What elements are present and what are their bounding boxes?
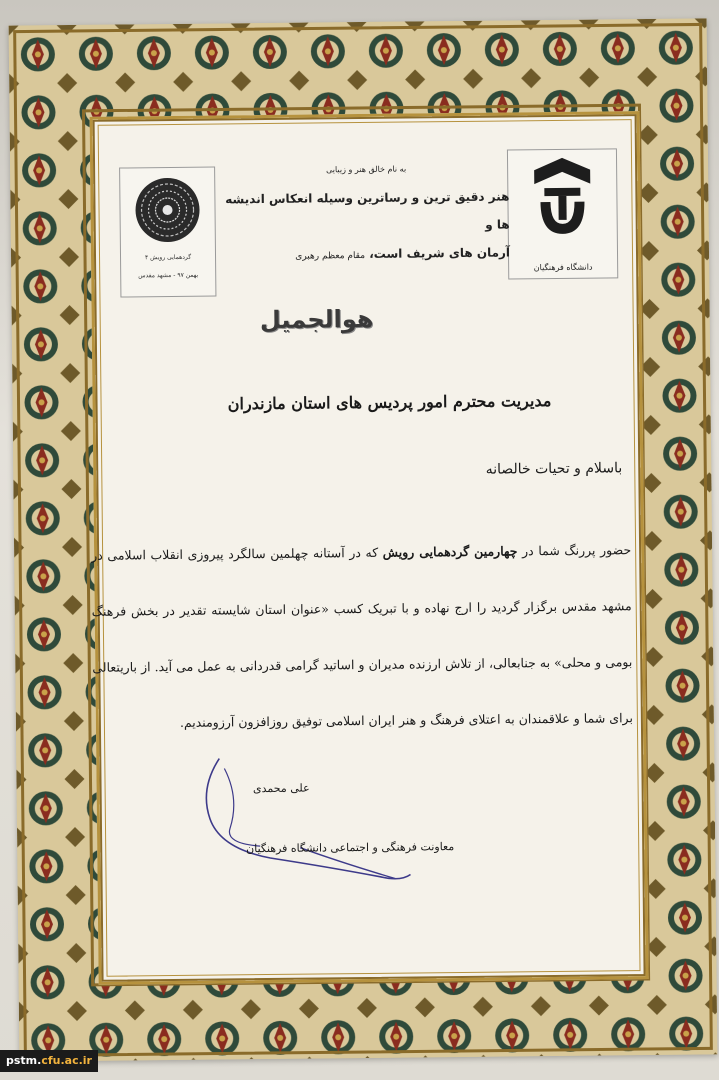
signatory-title: معاونت فرهنگی و اجتماعی دانشگاه فرهنگیان bbox=[246, 840, 455, 856]
event-logo bbox=[119, 167, 216, 298]
university-logo-caption: دانشگاه فرهنگیان bbox=[533, 262, 593, 273]
header-quote-line-2 bbox=[224, 238, 510, 271]
body-text-part-2: که در آستانه چهلمین سالگرد پیروزی انقلاب اسلامی در مشهد مقدس برگزار گردید را ارج نهاده و با تبریک کسب «عنوان استان شایسته تقدیر در بخش فرهنگ بومی و محلی» به جنابعالی، از تلاش ارزنده مدیران و اساتید گرامی قدردانی به عمل می آید. از باریتعالی برای شما و علاقمندان به اعتلای فرهنگ و هنر ایران اسلامی توفیق روزافزون آرزومندیم. bbox=[91, 544, 633, 730]
event-logo-caption-2: بهمن ۹۷ - مشهد مقدس bbox=[138, 271, 199, 280]
signatory-name: علی محمدی bbox=[252, 781, 310, 796]
site-watermark bbox=[0, 1050, 98, 1072]
header-quote-line-1: هنر دقیق ترین و رساترین وسیله انعکاس اندیشه ها و bbox=[225, 189, 510, 232]
header-opening-line: به نام خالق هنر و زیبایی bbox=[326, 164, 407, 175]
certificate-body bbox=[90, 111, 649, 985]
header-quote-block bbox=[223, 163, 510, 271]
header-attribution: مقام معظم رهبری bbox=[295, 250, 366, 262]
watermark-domain: cfu.ac.ir bbox=[41, 1054, 92, 1067]
body-text-part-1: حضور پررنگ شما در bbox=[521, 542, 632, 559]
greeting-line: باسلام و تحیات خالصانه bbox=[485, 460, 623, 478]
university-logo bbox=[507, 148, 618, 279]
spiral-emblem-icon bbox=[120, 168, 215, 249]
certificate-title: هوالجميل bbox=[259, 304, 374, 335]
farhangian-emblem-icon bbox=[508, 149, 617, 250]
event-logo-caption-1: گردهمایی رویش ۴ bbox=[144, 253, 192, 262]
certificate bbox=[9, 18, 718, 1061]
body-text-event-name: چهارمین گردهمایی رویش bbox=[382, 543, 518, 560]
watermark-prefix: pstm. bbox=[6, 1054, 42, 1067]
header-quote-line-2-text: آرمان های شریف است، bbox=[369, 245, 511, 261]
handwritten-signature bbox=[179, 746, 421, 899]
recipient-line: مدیریت محترم امور پردیس های استان مازندران bbox=[227, 391, 552, 414]
certificate-body-text bbox=[91, 522, 633, 752]
